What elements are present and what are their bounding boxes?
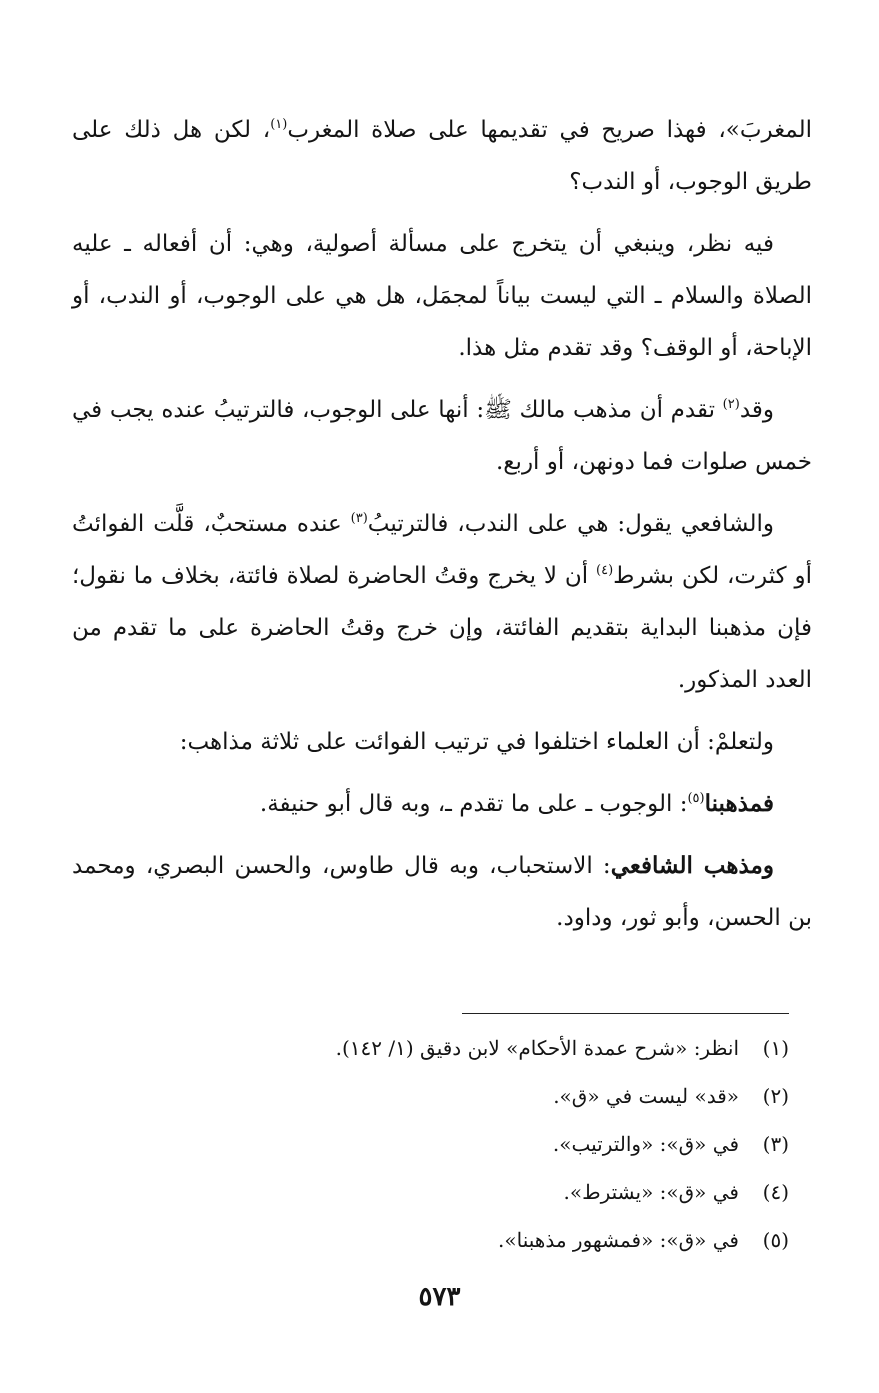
paragraph-lead: فمذهبنا (704, 790, 774, 817)
paragraph-text: والشافعي يقول: هي على الندب، فالترتيبُ (367, 511, 774, 537)
footnote-text: انظر: «شرح عمدة الأحكام» لابن دقيق (١/ ١٤٢). (335, 1036, 739, 1060)
footnote (89, 1024, 789, 1072)
footnote (89, 1072, 789, 1120)
paragraph (72, 384, 812, 488)
paragraph-lead: ومذهب الشافعي (610, 852, 774, 879)
paragraph-text: ولتعلمْ: أن العلماء اختلفوا في ترتيب الفوائت على ثلاثة مذاهب: (179, 729, 774, 755)
footnote-number: (٢) (762, 1084, 789, 1108)
paragraph (72, 840, 812, 944)
footnote-marker: (٣) (350, 511, 368, 526)
footnote-marker: (١) (270, 117, 288, 132)
paragraph-text: تقدم أن مذهب مالك ﷺ: أنها على الوجوب، فالترتيبُ عنده يجب في خمس صلوات فما دونهن، أو أربع. (72, 397, 812, 475)
footnote-number: (٣) (762, 1132, 789, 1156)
footnote (89, 1120, 789, 1168)
footnote-text: في «ق»: «والترتيب». (552, 1132, 739, 1156)
footnotes (89, 1024, 789, 1264)
paragraph-text: ، لكن هل ذلك على طريق الوجوب، أو الندب؟ (72, 117, 812, 195)
paragraph (72, 498, 812, 706)
footnote-marker: (٢) (722, 397, 740, 412)
footnote-text: «قد» ليست في «ق». (553, 1084, 739, 1108)
paragraph-text: فيه نظر، وينبغي أن يتخرج على مسألة أصولية، وهي: أن أفعاله ـ عليه الصلاة والسلام ـ التي ليست بياناً لمجمَل، هل هي على الوجوب، أو الندب، أو الإباحة، أو الوقف؟ وقد تقدم مثل هذا. (72, 231, 812, 361)
paragraph-text: : الوجوب ـ على ما تقدم ـ، وبه قال أبو حنيفة. (259, 791, 688, 817)
paragraph-text: أن لا يخرج وقتُ الحاضرة لصلاة فائتة، بخلاف ما نقول؛ فإن مذهبنا البداية بتقديم الفائتة، وإن خرج وقتُ الحاضرة على ما تقدم من العدد المذكور. (72, 563, 812, 693)
footnote-number: (١) (762, 1036, 789, 1060)
footnote-text: في «ق»: «يشترط». (563, 1180, 739, 1204)
footnote (89, 1216, 789, 1264)
page-number: ٥٧٣ (418, 1282, 461, 1312)
paragraph (72, 104, 812, 208)
footnote-separator (462, 1013, 789, 1014)
paragraph-text: عنده مستحبٌ، قلَّت الفوائتُ أو كثرت، لكن بشرط (72, 511, 812, 589)
footnote (89, 1168, 789, 1216)
footnote-text: في «ق»: «فمشهور مذهبنا». (498, 1228, 739, 1252)
paragraph (72, 218, 812, 374)
paragraph (72, 716, 812, 768)
page-body (72, 104, 812, 954)
footnote-marker: (٥) (687, 791, 705, 806)
footnote-marker: (٤) (596, 563, 614, 578)
paragraph-text: وقد (739, 397, 774, 423)
paragraph (72, 778, 812, 830)
footnote-number: (٥) (762, 1228, 789, 1252)
paragraph-text: : الاستحباب، وبه قال طاوس، والحسن البصري، ومحمد بن الحسن، وأبو ثور، وداود. (72, 853, 812, 931)
paragraph-text: المغربَ»، فهذا صريح في تقديمها على صلاة المغرب (287, 117, 812, 143)
footnote-number: (٤) (762, 1180, 789, 1204)
